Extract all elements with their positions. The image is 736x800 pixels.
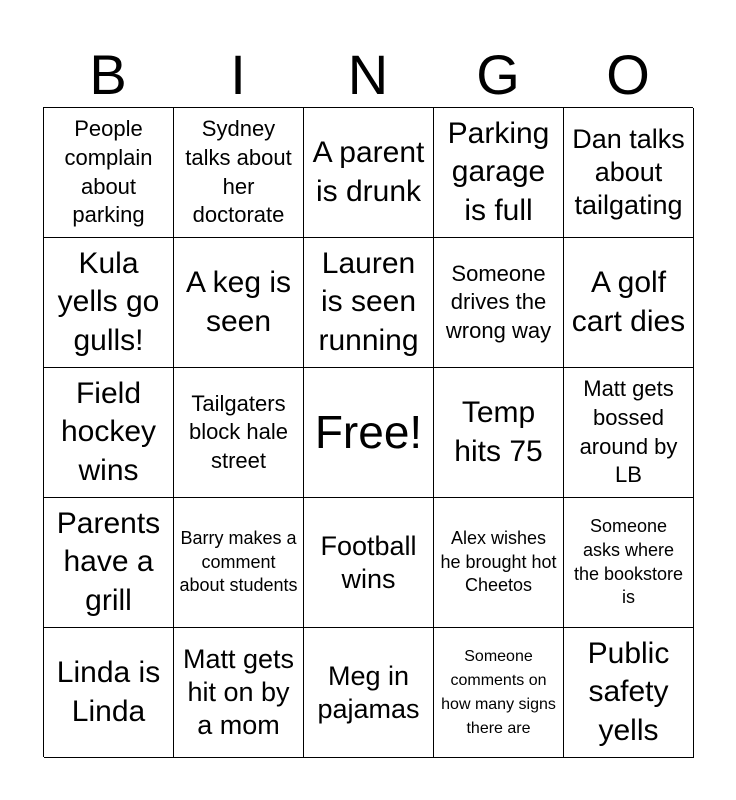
free-cell[interactable] bbox=[304, 368, 434, 498]
bingo-cell[interactable] bbox=[564, 238, 694, 368]
bingo-cell[interactable] bbox=[174, 368, 304, 498]
cell-text: A keg is seen bbox=[185, 266, 292, 338]
cell-text: Linda is Linda bbox=[56, 656, 161, 728]
bingo-cell[interactable] bbox=[434, 368, 564, 498]
header-letter-g: G bbox=[476, 43, 520, 106]
cell-text: Someone drives the wrong way bbox=[445, 260, 552, 343]
bingo-cell[interactable] bbox=[174, 498, 304, 628]
cell-text: A golf cart dies bbox=[571, 266, 686, 338]
bingo-cell[interactable] bbox=[174, 628, 304, 758]
cell-text: Lauren is seen running bbox=[318, 246, 419, 357]
bingo-cell[interactable] bbox=[44, 628, 174, 758]
bingo-cell[interactable] bbox=[44, 368, 174, 498]
bingo-cell[interactable] bbox=[304, 498, 434, 628]
bingo-cell[interactable] bbox=[564, 368, 694, 498]
cell-text: Dan talks about tailgating bbox=[572, 124, 685, 220]
header-letter-b: B bbox=[89, 43, 127, 106]
bingo-cell[interactable] bbox=[434, 628, 564, 758]
bingo-cell[interactable] bbox=[174, 108, 304, 238]
cell-text: Barry makes a comment about students bbox=[179, 527, 298, 596]
bingo-cell[interactable] bbox=[304, 238, 434, 368]
cell-text: A parent is drunk bbox=[312, 136, 425, 208]
cell-text: Alex wishes he brought hot Cheetos bbox=[440, 527, 557, 596]
free-cell-text: Free! bbox=[314, 406, 423, 459]
bingo-cell[interactable] bbox=[564, 498, 694, 628]
bingo-header bbox=[43, 42, 693, 108]
bingo-board bbox=[43, 107, 693, 757]
header-letter-o: O bbox=[606, 43, 650, 106]
header-letter-i: I bbox=[230, 43, 246, 106]
cell-text: Public safety yells bbox=[587, 636, 670, 747]
bingo-cell[interactable] bbox=[434, 108, 564, 238]
cell-text: Matt gets hit on by a mom bbox=[182, 644, 295, 740]
bingo-cell[interactable] bbox=[44, 108, 174, 238]
bingo-cell[interactable] bbox=[174, 238, 304, 368]
cell-text: Parents have a grill bbox=[56, 506, 161, 617]
cell-text: Kula yells go gulls! bbox=[57, 246, 160, 357]
bingo-cell[interactable] bbox=[564, 628, 694, 758]
bingo-cell[interactable] bbox=[434, 498, 564, 628]
bingo-cell[interactable] bbox=[434, 238, 564, 368]
cell-text: People complain about parking bbox=[64, 116, 153, 228]
bingo-cell[interactable] bbox=[44, 498, 174, 628]
bingo-cell[interactable] bbox=[44, 238, 174, 368]
bingo-cell[interactable] bbox=[564, 108, 694, 238]
bingo-cell[interactable] bbox=[304, 108, 434, 238]
cell-text: Sydney talks about her doctorate bbox=[185, 116, 292, 228]
cell-text: Field hockey wins bbox=[60, 376, 157, 487]
cell-text: Someone asks where the bookstore is bbox=[573, 515, 684, 608]
cell-text: Temp hits 75 bbox=[454, 396, 543, 468]
cell-text: Meg in pajamas bbox=[317, 660, 420, 724]
cell-text: Tailgaters block hale street bbox=[188, 390, 289, 473]
header-letter-n: N bbox=[347, 43, 389, 106]
cell-text: Parking garage is full bbox=[447, 116, 550, 227]
cell-text: Someone comments on how many signs there are bbox=[441, 647, 556, 737]
bingo-cell[interactable] bbox=[304, 628, 434, 758]
cell-text: Matt gets bossed around by LB bbox=[579, 376, 678, 488]
cell-text: Football wins bbox=[320, 530, 417, 594]
